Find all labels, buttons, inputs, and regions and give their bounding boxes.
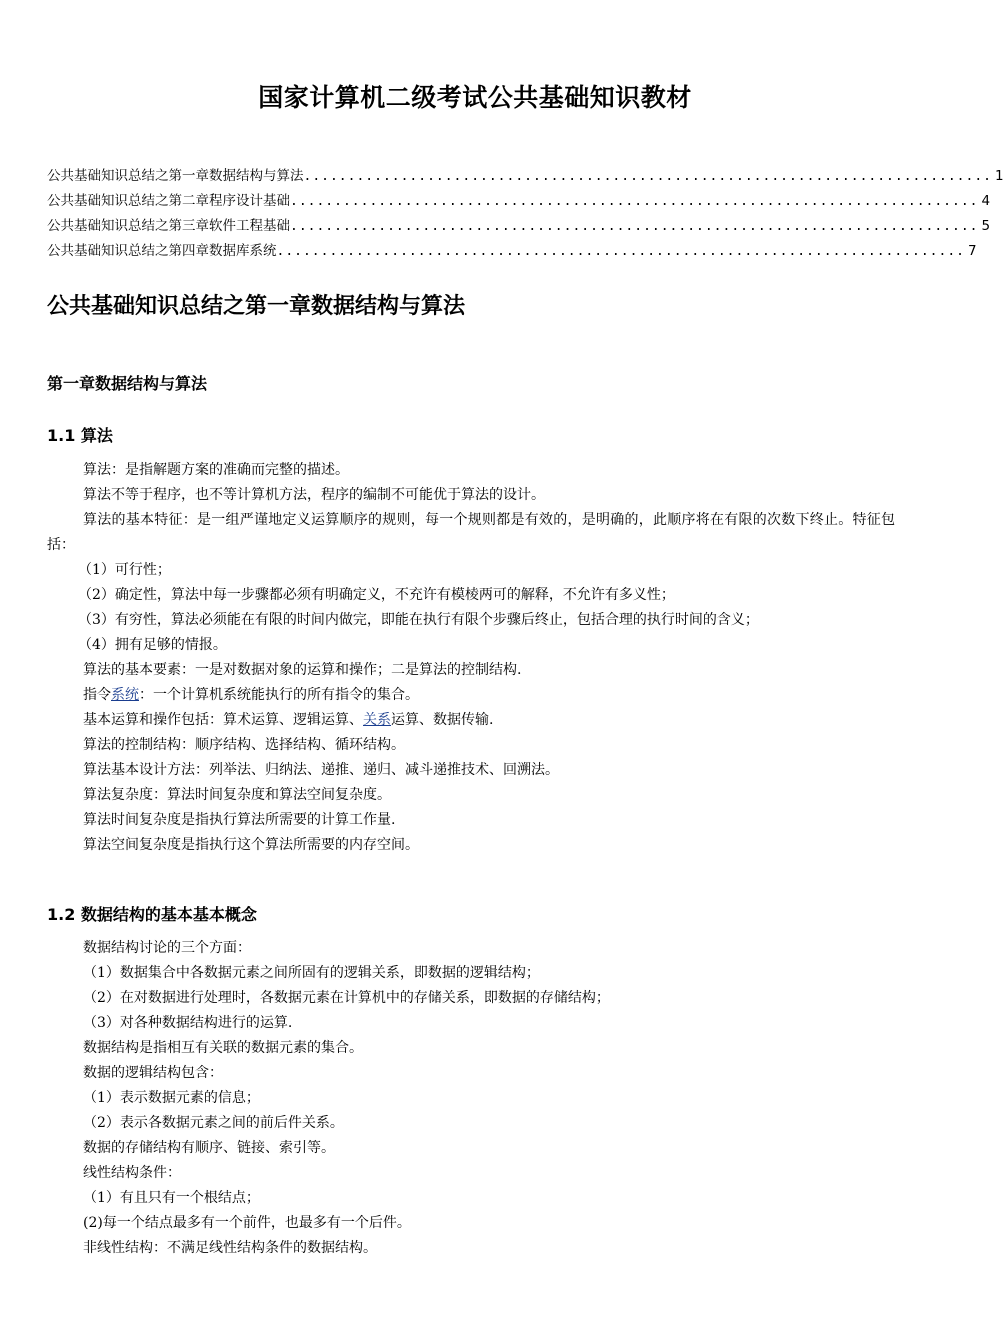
list-item: （1）表示数据元素的信息； bbox=[83, 1090, 260, 1106]
list-item: （1）数据集合中各数据元素之间所固有的逻辑关系，即数据的逻辑结构； bbox=[83, 965, 540, 981]
list-item: （1）有且只有一个根结点； bbox=[83, 1190, 260, 1206]
toc-entry[interactable]: 公共基础知识总结之第一章数据结构与算法 .............................................................................. 1 bbox=[47, 164, 717, 189]
paragraph: 算法时间复杂度是指执行算法所需要的计算工作量. bbox=[83, 812, 396, 828]
paragraph: 线性结构条件： bbox=[83, 1165, 181, 1181]
list-item: （2）表示各数据元素之间的前后件关系。 bbox=[83, 1115, 344, 1131]
section-heading-1-1 bbox=[47, 423, 113, 446]
toc-entry-page: 4 bbox=[981, 193, 991, 209]
toc-entry-text: 公共基础知识总结之第四章数据库系统 bbox=[47, 243, 277, 259]
chapter-subheading: 第一章数据结构与算法 bbox=[47, 374, 208, 393]
paragraph: 指令系统：一个计算机系统能执行的所有指令的集合。 bbox=[83, 687, 419, 703]
toc-entry[interactable]: 公共基础知识总结之第二章程序设计基础 .............................................................................. 4 bbox=[47, 189, 717, 214]
section-title: 数据结构的基本基本概念 bbox=[80, 905, 257, 924]
paragraph: 基本运算和操作包括：算术运算、逻辑运算、关系运算、数据传输. bbox=[83, 712, 494, 728]
toc-entry[interactable]: 公共基础知识总结之第四章数据库系统 .............................................................................. 7 bbox=[47, 239, 717, 264]
toc-entry-page: 5 bbox=[981, 218, 991, 234]
paragraph: 算法的基本特征：是一组严谨地定义运算顺序的规则，每一个规则都是有效的，是明确的，此顺序将在有限的次数下终止。特征包括： bbox=[47, 512, 895, 553]
paragraph: 算法的基本要素：一是对数据对象的运算和操作；二是算法的控制结构. bbox=[83, 662, 522, 678]
paragraph: 算法的控制结构：顺序结构、选择结构、循环结构。 bbox=[83, 737, 405, 753]
toc-entry-text: 公共基础知识总结之第二章程序设计基础 bbox=[47, 193, 290, 209]
section-heading-1-2 bbox=[47, 902, 257, 925]
chapter-heading: 公共基础知识总结之第一章数据结构与算法 bbox=[47, 293, 466, 319]
list-item: （3）有穷性，算法必须能在有限的时间内做完，即能在执行有限个步骤后终止，包括合理的执行时间的含义； bbox=[78, 612, 759, 628]
list-item: （1）可行性； bbox=[78, 562, 171, 578]
toc-entry-text: 公共基础知识总结之第三章软件工程基础 bbox=[47, 218, 290, 234]
table-of-contents bbox=[47, 164, 1004, 264]
list-item: (2)每一个结点最多有一个前件，也最多有一个后件。 bbox=[83, 1215, 411, 1231]
paragraph: 算法不等于程序，也不等计算机方法，程序的编制不可能优于算法的设计。 bbox=[83, 487, 545, 503]
paragraph: 数据的存储结构有顺序、链接、索引等。 bbox=[83, 1140, 335, 1156]
link-relation[interactable]: 关系 bbox=[363, 712, 391, 728]
link-system[interactable]: 系统 bbox=[111, 687, 139, 703]
section-number: 1.2 bbox=[47, 905, 76, 924]
paragraph: 非线性结构：不满足线性结构条件的数据结构。 bbox=[83, 1240, 377, 1256]
section-1-1-body bbox=[47, 458, 895, 858]
list-item: （4）拥有足够的情报。 bbox=[78, 637, 227, 653]
paragraph: 数据结构是指相互有关联的数据元素的集合。 bbox=[83, 1040, 363, 1056]
section-title: 算法 bbox=[80, 426, 113, 445]
list-item: （3）对各种数据结构进行的运算. bbox=[83, 1015, 293, 1031]
toc-entry-page: 7 bbox=[967, 243, 977, 259]
paragraph: 算法基本设计方法：列举法、归纳法、递推、递归、减斗递推技术、回溯法。 bbox=[83, 762, 559, 778]
list-item: （2）确定性，算法中每一步骤都必须有明确定义，不充许有模棱两可的解释，不允许有多义性； bbox=[78, 587, 675, 603]
paragraph: 数据的逻辑结构包含： bbox=[83, 1065, 223, 1081]
list-item: （2）在对数据进行处理时，各数据元素在计算机中的存储关系，即数据的存储结构； bbox=[83, 990, 610, 1006]
toc-entry-text: 公共基础知识总结之第一章数据结构与算法 bbox=[47, 168, 304, 184]
paragraph: 算法空间复杂度是指执行这个算法所需要的内存空间。 bbox=[83, 837, 419, 853]
paragraph: 数据结构讨论的三个方面： bbox=[83, 940, 251, 956]
paragraph: 算法复杂度：算法时间复杂度和算法空间复杂度。 bbox=[83, 787, 391, 803]
section-number: 1.1 bbox=[47, 426, 76, 445]
paragraph: 算法：是指解题方案的准确而完整的描述。 bbox=[83, 462, 349, 478]
document-title: 国家计算机二级考试公共基础知识教材 bbox=[258, 83, 692, 112]
toc-entry-page: 1 bbox=[994, 168, 1004, 184]
toc-entry[interactable]: 公共基础知识总结之第三章软件工程基础 .............................................................................. 5 bbox=[47, 214, 717, 239]
section-1-2-body bbox=[47, 936, 895, 1261]
